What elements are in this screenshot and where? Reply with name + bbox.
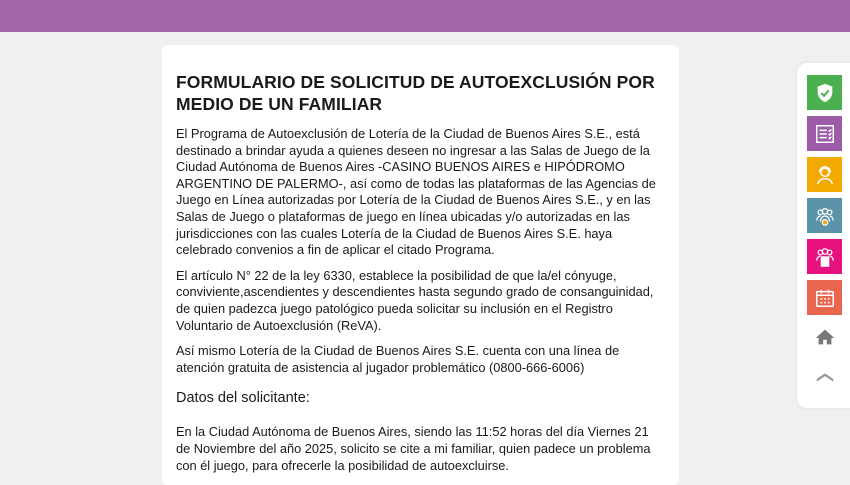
page-title: FORMULARIO DE SOLICITUD DE AUTOEXCLUSIÓN POR MEDIO DE UN FAMILIAR [176,72,655,114]
home-icon[interactable] [814,326,836,348]
section-heading: Datos del solicitante: [176,390,310,407]
checklist-button[interactable] [807,116,842,151]
checklist-icon [814,123,836,145]
group-form-button[interactable] [807,239,842,274]
group-minus-icon [814,205,836,227]
group-document-icon [814,246,836,268]
support-button[interactable] [807,157,842,192]
helpline-paragraph: Así mismo Lotería de la Ciudad de Buenos Aires S.E. cuenta con una línea de atención gratuita de asistencia al jugador problemático (0800-666-6006) [176,343,620,375]
shield-check-button[interactable] [807,75,842,110]
group-exclusion-button[interactable] [807,198,842,233]
law-paragraph: El artículo N° 22 de la ley 6330, establece la posibilidad de que la/el cónyuge, conviviente,ascendientes y descendientes hasta segundo grado de consanguinidad, de quien padezca juego patológico pueda solicitar su inclusión en el Registro Voluntario de Autoexclusión (ReVA). [176,267,654,333]
intro-paragraph: El Programa de Autoexclusión de Lotería de la Ciudad de Buenos Aires S.E., está destinado a brindar ayuda a quienes deseen no ingresar a las Salas de Juego de la Ciudad Autónoma de Buenos Aires -CASINO BUENOS AIRES e HIPÓDROMO ARGENTINO DE PALERMO-, así como de todas las plataformas de las Agencias de Juego en Línea autorizadas por Lotería de la Ciudad de Buenos Aires S.E., y en las Salas de Juego o plataformas de juego en línea ubicadas y/o autorizadas en las jurisdicciones con las cuales Lotería de la Ciudad de Buenos Aires S.E. haya celebrado convenios a fin de aplicar el citado Programa. [176,126,656,258]
form-card [162,45,679,485]
shield-check-icon [814,82,836,104]
chevron-up-icon[interactable] [814,367,836,389]
calendar-icon [814,287,836,309]
top-header-bar [0,0,850,32]
quick-access-sidebar [797,63,850,408]
calendar-button[interactable] [807,280,842,315]
statement-paragraph: En la Ciudad Autónoma de Buenos Aires, siendo las 11:52 horas del día Viernes 21 de Noviembre del año 2025, solicito se cite a mi familiar, quien padece un problema con él juego, para ofrecerle la posibilidad de autoexcluirse. [176,424,651,473]
headset-agent-icon [814,164,836,186]
